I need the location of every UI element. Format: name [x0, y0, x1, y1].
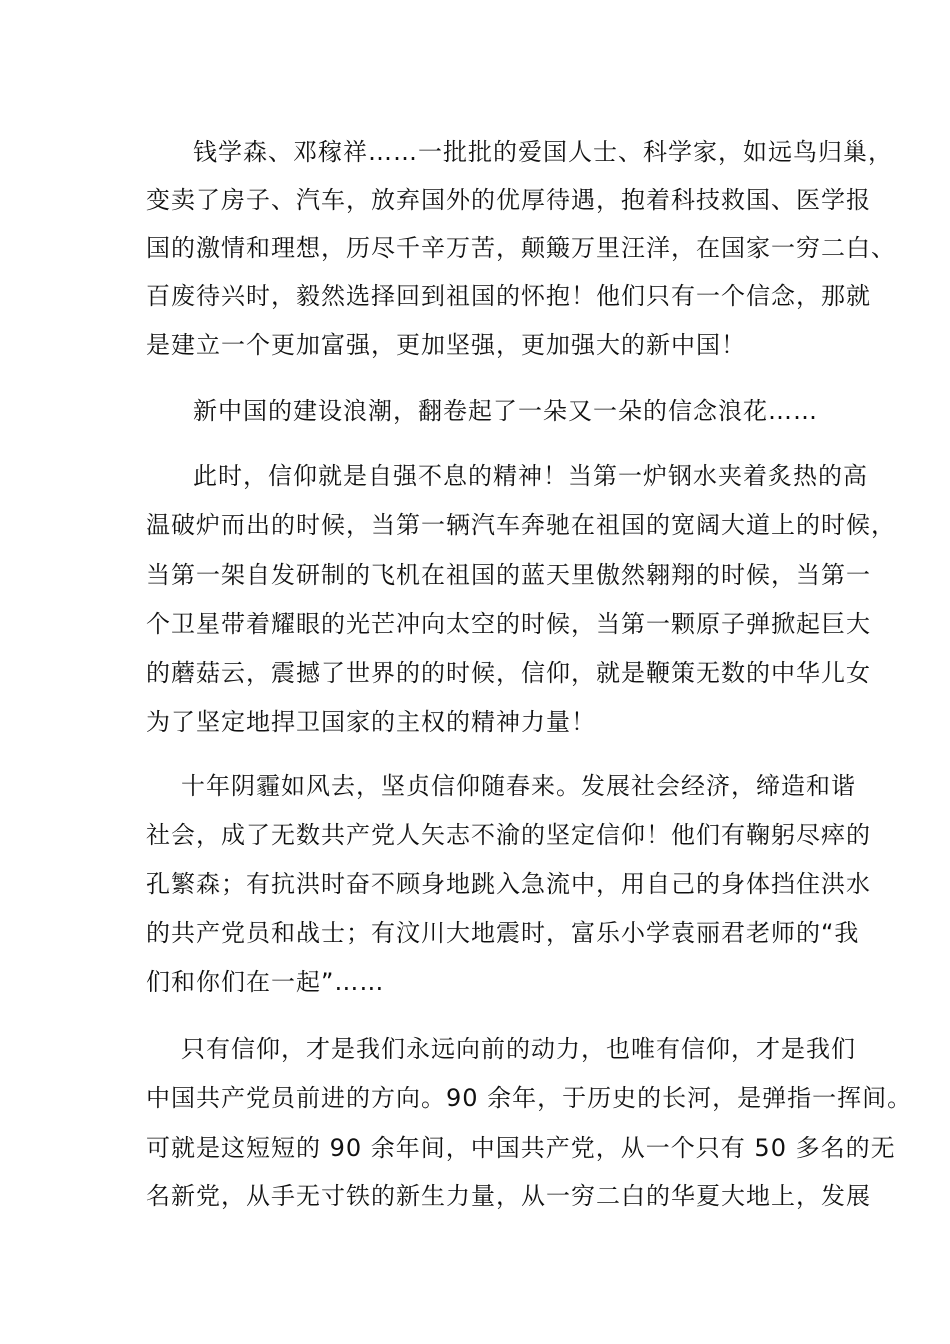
- paragraph-2-line-1: 新中国的建设浪潮，翻卷起了一朵又一朵的信念浪花……: [193, 397, 818, 425]
- paragraph-4-line-1: 十年阴霾如风去，坚贞信仰随春来。发展社会经济，缔造和谐: [181, 772, 856, 800]
- paragraph-4-line-4: 的共产党员和战士；有汶川大地震时，富乐小学袁丽君老师的“我: [146, 919, 860, 947]
- paragraph-4-line-3: 孔繁森；有抗洪时奋不顾身地跳入急流中，用自己的身体挡住洪水: [146, 870, 871, 898]
- paragraph-3-line-6: 为了坚定地捍卫国家的主权的精神力量！: [146, 708, 596, 736]
- paragraph-5-line-4: 名新党，从手无寸铁的新生力量，从一穷二白的华夏大地上，发展: [146, 1182, 871, 1210]
- paragraph-3-line-2: 温破炉而出的时候，当第一辆汽车奔驰在祖国的宽阔大道上的时候，: [146, 511, 896, 539]
- paragraph-3-line-3: 当第一架自发研制的飞机在祖国的蓝天里傲然翱翔的时候，当第一: [146, 561, 871, 589]
- paragraph-4-line-5: 们和你们在一起”……: [146, 968, 385, 996]
- paragraph-5-line-3: 可就是这短短的 90 余年间，中国共产党，从一个只有 50 多名的无: [146, 1134, 896, 1162]
- paragraph-3-line-1: 此时，信仰就是自强不息的精神！当第一炉钢水夹着炙热的高: [193, 462, 868, 490]
- paragraph-3-line-4: 个卫星带着耀眼的光芒冲向太空的时候，当第一颗原子弹掀起巨大: [146, 610, 871, 638]
- paragraph-5-line-2: 中国共产党员前进的方向。90 余年，于历史的长河，是弹指一挥间。: [146, 1084, 913, 1112]
- paragraph-1-line-1: 钱学森、邓稼祥……一批批的爱国人士、科学家，如远鸟归巢，: [193, 138, 893, 166]
- paragraph-4-line-2: 社会，成了无数共产党人矢志不渝的坚定信仰！他们有鞠躬尽瘁的: [146, 821, 871, 849]
- paragraph-1-line-3: 国的激情和理想，历尽千辛万苦，颠簸万里汪洋，在国家一穷二白、: [146, 234, 896, 262]
- paragraph-1-line-2: 变卖了房子、汽车，放弃国外的优厚待遇，抱着科技救国、医学报: [146, 186, 871, 214]
- paragraph-5-line-1: 只有信仰，才是我们永远向前的动力，也唯有信仰，才是我们: [181, 1035, 856, 1063]
- paragraph-1-line-5: 是建立一个更加富强，更加坚强，更加强大的新中国！: [146, 331, 746, 359]
- paragraph-3-line-5: 的蘑菇云，震撼了世界的的时候，信仰，就是鞭策无数的中华儿女: [146, 659, 871, 687]
- paragraph-1-line-4: 百废待兴时，毅然选择回到祖国的怀抱！他们只有一个信念，那就: [146, 282, 871, 310]
